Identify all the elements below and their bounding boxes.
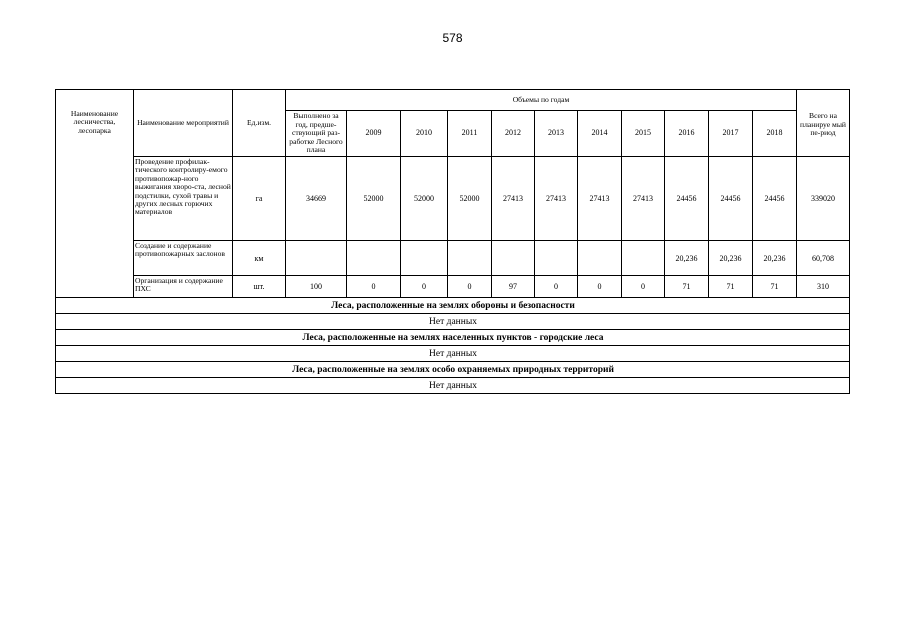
year-value-cell: 24456 [665, 157, 709, 241]
year-value-cell: 24456 [709, 157, 753, 241]
year-value-cell [578, 241, 622, 276]
year-value-cell: 52000 [401, 157, 448, 241]
done-cell: 100 [286, 276, 347, 298]
year-value-cell [448, 241, 492, 276]
year-value-cell: 52000 [448, 157, 492, 241]
section-title: Леса, расположенные на землях обороны и безопасности [56, 298, 850, 314]
year-value-cell: 71 [665, 276, 709, 298]
year-value-cell: 0 [535, 276, 578, 298]
done-cell [286, 241, 347, 276]
year-value-cell [401, 241, 448, 276]
activity-name: Проведение профилак-тического контролиру-емого противопожар-ного выжигания хворо-ста, лесной подстилки, сухой травы и других лесных горючих материалов [134, 157, 233, 241]
year-value-cell [535, 241, 578, 276]
no-data-note: Нет данных [56, 314, 850, 330]
year-value-cell: 71 [753, 276, 797, 298]
total-cell: 339020 [797, 157, 850, 241]
year-value-cell: 71 [709, 276, 753, 298]
year-value-cell: 0 [401, 276, 448, 298]
total-cell: 310 [797, 276, 850, 298]
year-value-cell [492, 241, 535, 276]
year-value-cell: 27413 [535, 157, 578, 241]
header-year-2015: 2015 [622, 111, 665, 157]
header-forestry: Наименование лесничества, лесопарка [56, 90, 134, 298]
year-value-cell: 27413 [492, 157, 535, 241]
section-title: Леса, расположенные на землях населенных пунктов - городские леса [56, 330, 850, 346]
year-value-cell: 97 [492, 276, 535, 298]
year-value-cell: 20,236 [753, 241, 797, 276]
activity-name: Создание и содержание противопожарных заслонов [134, 241, 233, 276]
header-year-2011: 2011 [448, 111, 492, 157]
year-value-cell: 0 [622, 276, 665, 298]
header-activity: Наименование мероприятий [134, 90, 233, 157]
header-done: Выполнено за год, предше-ствующий раз-работке Лесного плана [286, 111, 347, 157]
header-year-2014: 2014 [578, 111, 622, 157]
no-data-note: Нет данных [56, 378, 850, 394]
section-title: Леса, расположенные на землях особо охраняемых природных территорий [56, 362, 850, 378]
unit-cell: км [233, 241, 286, 276]
year-value-cell: 0 [578, 276, 622, 298]
year-value-cell: 0 [448, 276, 492, 298]
year-value-cell: 27413 [578, 157, 622, 241]
no-data-note: Нет данных [56, 346, 850, 362]
year-value-cell: 24456 [753, 157, 797, 241]
year-value-cell: 20,236 [709, 241, 753, 276]
header-year-2016: 2016 [665, 111, 709, 157]
year-value-cell: 20,236 [665, 241, 709, 276]
year-value-cell [347, 241, 401, 276]
header-year-2010: 2010 [401, 111, 448, 157]
total-cell: 60,708 [797, 241, 850, 276]
activity-name: Организация и содержание ПХС [134, 276, 233, 298]
header-year-2018: 2018 [753, 111, 797, 157]
header-year-2012: 2012 [492, 111, 535, 157]
header-unit: Ед.изм. [233, 90, 286, 157]
year-value-cell: 0 [347, 276, 401, 298]
header-total: Всего на планируе мый пе-риод [797, 90, 850, 157]
year-value-cell [622, 241, 665, 276]
page-number: 578 [442, 31, 463, 45]
year-value-cell: 52000 [347, 157, 401, 241]
header-year-2013: 2013 [535, 111, 578, 157]
unit-cell: шт. [233, 276, 286, 298]
year-value-cell: 27413 [622, 157, 665, 241]
header-year-2009: 2009 [347, 111, 401, 157]
header-volumes-by-year: Объемы по годам [286, 90, 797, 111]
unit-cell: га [233, 157, 286, 241]
header-year-2017: 2017 [709, 111, 753, 157]
done-cell: 34669 [286, 157, 347, 241]
